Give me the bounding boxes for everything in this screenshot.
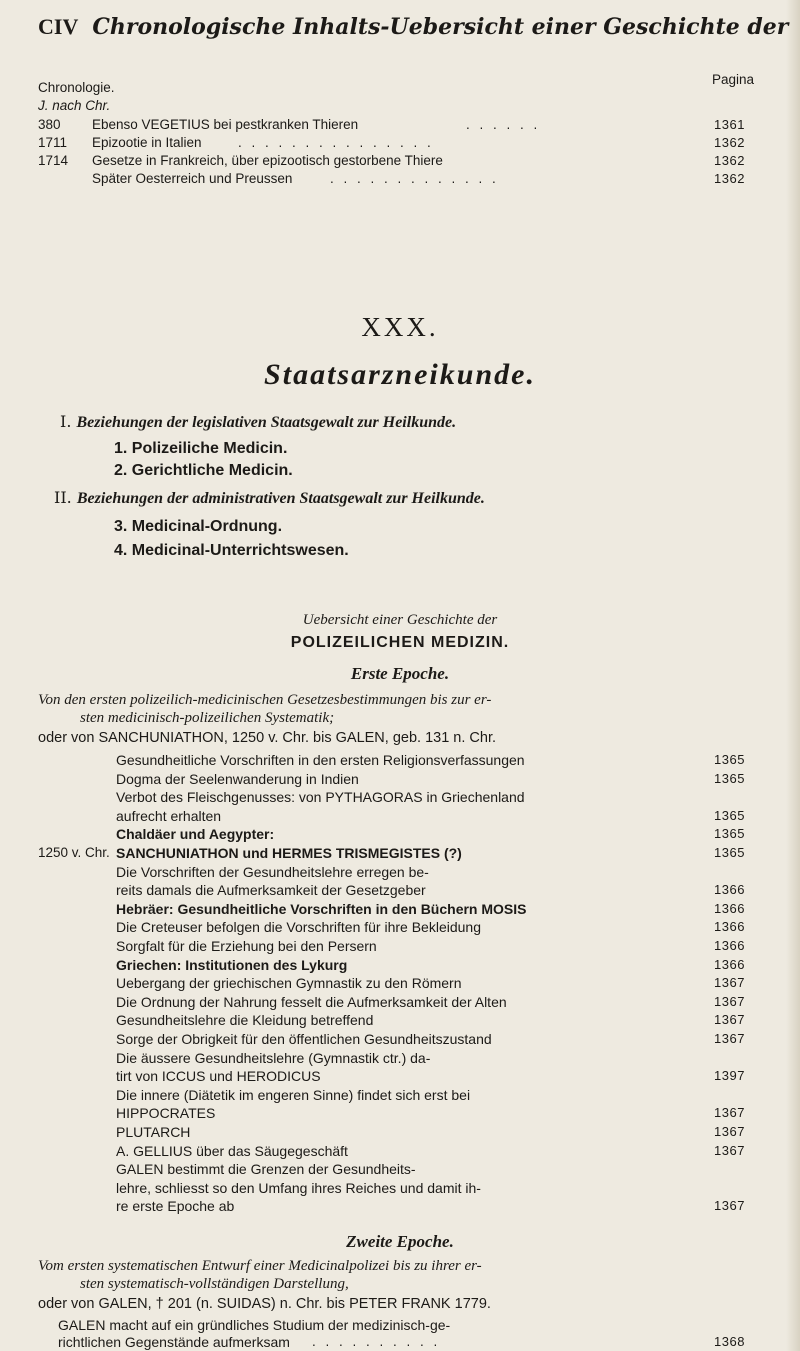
leader-dots: . . . . . . bbox=[466, 117, 541, 132]
entry-text: HIPPOCRATES bbox=[116, 1105, 216, 1122]
entry-text: Die Vorschriften der Gesundheitslehre erregen be- bbox=[116, 863, 429, 880]
overview-line2: POLIZEILICHEN MEDIZIN. bbox=[290, 634, 510, 651]
entry-text: Die Creteuser befolgen die Vorschriften für ihre Bekleidung bbox=[116, 919, 481, 936]
outline-text: Polizeiliche Medicin. bbox=[131, 440, 288, 457]
outline-item bbox=[114, 542, 349, 560]
entry-text: Sorge der Obrigkeit für den öffentlichen Gesundheitszustand bbox=[116, 1031, 492, 1047]
entry-text: reits damals die Aufmerksamkeit der Gesetzgeber bbox=[116, 882, 426, 899]
outline-label: 4. bbox=[114, 542, 128, 559]
outline-text: Beziehungen der legislativen Staatsgewalt zur Heilkunde. bbox=[76, 414, 457, 431]
entry-text: A. GELLIUS über das Säugegeschäft bbox=[116, 1142, 348, 1159]
outline-item bbox=[114, 518, 282, 536]
entry-text: Die Ordnung der Nahrung fesselt die Aufmerksamkeit der Alten bbox=[116, 993, 507, 1010]
epoch-description: sten medicinisch-polizeilichen Systematik; bbox=[80, 710, 335, 726]
top-row-year: 1714 bbox=[38, 153, 69, 168]
outline-item bbox=[60, 412, 456, 432]
outline-text: Medicinal-Unterrichtswesen. bbox=[131, 542, 349, 559]
top-row-text: Epizootie in Italien bbox=[92, 135, 202, 150]
entry-text: lehre, schliesst so den Umfang ihres Reiches und damit ih- bbox=[116, 1179, 481, 1196]
epoch-description: Von den ersten polizeilich-medicinischen Gesetzesbestimmungen bis zur er- bbox=[38, 692, 492, 708]
outline-text: Medicinal-Ordnung. bbox=[131, 518, 283, 535]
page-label: CIV bbox=[38, 14, 79, 39]
outline-label: I. bbox=[60, 412, 72, 431]
top-row-text: Gesetze in Frankreich, über epizootisch gestorbene Thiere bbox=[92, 153, 443, 168]
col-chronology: Chronologie. bbox=[38, 80, 115, 95]
entry-text: GALEN macht auf ein gründliches Studium der medizinisch-ge- bbox=[58, 1317, 451, 1333]
entry-text: GALEN bestimmt die Grenzen der Gesundheits- bbox=[116, 1161, 416, 1178]
outline-label: II. bbox=[54, 488, 72, 507]
leader-dots: . . . . . . . . . . . . . . . bbox=[238, 135, 434, 150]
entry-page: 1367 bbox=[714, 993, 745, 1009]
outline-label: 2. bbox=[114, 462, 128, 479]
top-row-text: Später Oesterreich und Preussen bbox=[92, 171, 293, 186]
entry-page: 1366 bbox=[714, 900, 745, 916]
top-row-page: 1362 bbox=[714, 171, 745, 186]
section-title: Staatsarzneikunde. bbox=[264, 358, 536, 391]
epoch-range: oder von SANCHUNIATHON, 1250 v. Chr. bis GALEN, geb. 131 n. Chr. bbox=[38, 730, 497, 746]
entry-page: 1365 bbox=[714, 770, 745, 786]
top-row-year: 380 bbox=[38, 117, 61, 132]
entry-text: Chaldäer und Aegypter: bbox=[116, 826, 275, 843]
entry-page: 1367 bbox=[714, 1105, 745, 1121]
outline-text: Gerichtliche Medicin. bbox=[131, 462, 293, 479]
entry-page: 1366 bbox=[714, 882, 745, 898]
entry-page: 1365 bbox=[714, 752, 745, 767]
entry-page: 1367 bbox=[714, 1012, 745, 1028]
entry-text: tirt von ICCUS und HERODICUS bbox=[116, 1068, 321, 1085]
top-row-year: 1711 bbox=[38, 135, 68, 150]
entry-text: Gesundheitslehre die Kleidung betreffend bbox=[116, 1012, 374, 1029]
entry-text: Dogma der Seelenwanderung in Indien bbox=[116, 770, 359, 787]
epoch-heading: Zweite Epoche. bbox=[346, 1232, 454, 1251]
epoch-range: oder von GALEN, † 201 (n. SUIDAS) n. Chr. bis PETER FRANK 1779. bbox=[38, 1296, 491, 1312]
section-number: XXX. bbox=[361, 312, 439, 342]
outline-text: Beziehungen der administrativen Staatsgewalt zur Heilkunde. bbox=[76, 490, 485, 507]
outline-label: 3. bbox=[114, 518, 128, 535]
top-row-text: Ebenso VEGETIUS bei pestkranken Thieren bbox=[92, 117, 359, 132]
epoch-description: sten systematisch-vollständigen Darstellung, bbox=[80, 1276, 349, 1292]
entry-page: 1365 bbox=[714, 807, 745, 823]
entry-text: richtlichen Gegenstände aufmerksam bbox=[58, 1334, 290, 1350]
running-title: Chronologische Inhalts-Uebersicht einer Geschichte der bbox=[92, 14, 789, 40]
entry-text: re erste Epoche ab bbox=[116, 1198, 235, 1215]
outline-item bbox=[54, 488, 485, 508]
entry-page: 1367 bbox=[714, 1142, 745, 1158]
top-row-page: 1362 bbox=[714, 135, 745, 150]
entry-page: 1366 bbox=[714, 919, 745, 935]
entry-page: 1367 bbox=[714, 1031, 745, 1046]
entry-text: Hebräer: Gesundheitliche Vorschriften in den Büchern MOSIS bbox=[116, 900, 527, 917]
entry-page: 1365 bbox=[714, 826, 745, 842]
outline-item bbox=[114, 440, 287, 458]
entry-text: Die innere (Diätetik im engeren Sinne) findet sich erst bei bbox=[116, 1086, 471, 1103]
col-after-christ: J. nach Chr. bbox=[38, 98, 111, 113]
top-row-page: 1362 bbox=[714, 153, 745, 168]
outline-item bbox=[114, 462, 293, 480]
entry-year: 1250 v. Chr. bbox=[38, 845, 110, 860]
leader-dots: . . . . . . . . . . . . . bbox=[330, 171, 499, 186]
entry-text: Griechen: Institutionen des Lykurg bbox=[116, 956, 348, 973]
entry-page: 1367 bbox=[714, 1198, 745, 1214]
entry-text: Gesundheitliche Vorschriften in den ersten Religionsverfassungen bbox=[116, 752, 525, 768]
leader-dots: . . . . . . . . . . bbox=[312, 1334, 441, 1349]
overview-line1: Uebersicht einer Geschichte der bbox=[302, 612, 498, 628]
entry-page: 1366 bbox=[714, 956, 745, 972]
outline-label: 1. bbox=[114, 440, 128, 457]
entry-text: PLUTARCH bbox=[116, 1124, 191, 1140]
entry-page: 1366 bbox=[714, 938, 745, 953]
entry-page: 1367 bbox=[714, 1124, 745, 1139]
entry-text: Die äussere Gesundheitslehre (Gymnastik ctr.) da- bbox=[116, 1049, 431, 1066]
epoch-description: Vom ersten systematischen Entwurf einer Medicinalpolizei bis zu ihrer er- bbox=[38, 1258, 482, 1274]
col-page: Pagina bbox=[712, 72, 755, 87]
entry-text: aufrecht erhalten bbox=[116, 807, 222, 824]
entry-page: 1365 bbox=[714, 845, 745, 860]
entry-text: Uebergang der griechischen Gymnastik zu den Römern bbox=[116, 975, 462, 992]
running-head bbox=[38, 14, 788, 40]
top-row-page: 1361 bbox=[714, 117, 745, 132]
entry-text: Sorgfalt für die Erziehung bei den Persern bbox=[116, 938, 377, 954]
entry-text: Verbot des Fleischgenusses: von PYTHAGORAS in Griechenland bbox=[116, 789, 525, 806]
epoch-heading: Erste Epoche. bbox=[350, 664, 450, 683]
entry-page: 1368 bbox=[714, 1334, 745, 1349]
entry-page: 1397 bbox=[714, 1068, 745, 1084]
entry-text: SANCHUNIATHON und HERMES TRISMEGISTES (?) bbox=[116, 845, 462, 861]
entry-page: 1367 bbox=[714, 975, 745, 991]
